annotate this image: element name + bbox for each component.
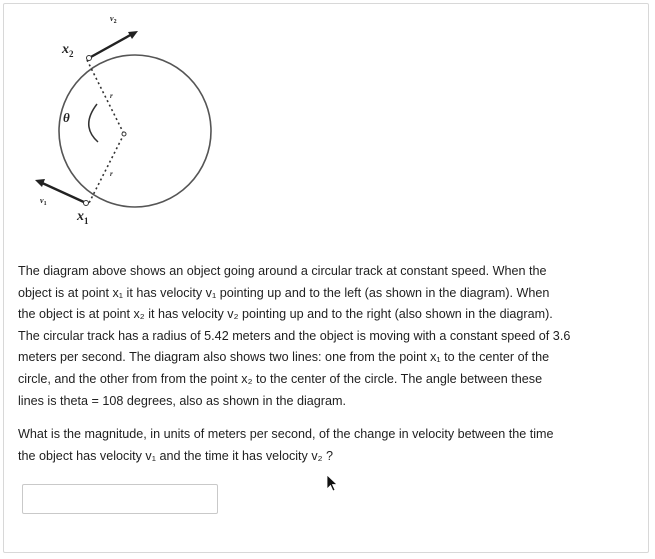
x2-label: $x_2$ — [62, 42, 74, 59]
problem-line: lines is theta = 108 degrees, also as shown in the diagram. — [18, 393, 346, 408]
problem-line: circle, and the other from from the point x₂ to the center of the circle. The angle between these — [18, 371, 543, 386]
prompt-line: the object has velocity v₁ and the time it has velocity v₂ ? — [18, 448, 334, 463]
v1-arrowhead — [35, 179, 45, 187]
v2-label: $v_2$ — [110, 14, 117, 25]
track-circle — [59, 55, 211, 207]
v1-label: $v_1$ — [40, 196, 47, 207]
radius-line-x2 — [87, 60, 124, 134]
theta-label: θ — [63, 110, 70, 125]
answer-input[interactable] — [22, 484, 218, 514]
problem-line: meters per second. The diagram also shows two lines: one from the point x₁ to the center of the — [18, 350, 550, 365]
problem-line: object is at point x₁ it has velocity v₁ pointing up and to the left (as shown in the diagram). When — [18, 285, 550, 300]
prompt-line: What is the magnitude, in units of meters per second, of the change in velocity between the time — [18, 427, 554, 442]
radius-label-bottom: r — [110, 170, 113, 178]
question-text — [18, 261, 628, 467]
point-x2 — [87, 56, 92, 61]
problem-line: The diagram above shows an object going around a circular track at constant speed. When the — [18, 264, 547, 278]
center-point — [122, 132, 126, 136]
v1-arrow — [40, 182, 86, 203]
point-x1 — [84, 201, 89, 206]
problem-line: the object is at point x₂ it has velocity v₂ pointing up and to the right (also shown in the diagram). — [18, 307, 553, 322]
x1-label: $x_1$ — [77, 209, 89, 226]
problem-line: The circular track has a radius of 5.42 meters and the object is moving with a constant speed of 3.6 — [18, 328, 571, 343]
v2-arrow — [89, 33, 134, 58]
mouse-cursor-icon — [326, 474, 338, 492]
question-prompt — [18, 424, 628, 467]
theta-arc — [89, 104, 98, 142]
radius-label-top: r — [110, 92, 113, 100]
circular-track-diagram — [0, 0, 240, 245]
problem-statement — [18, 261, 628, 412]
